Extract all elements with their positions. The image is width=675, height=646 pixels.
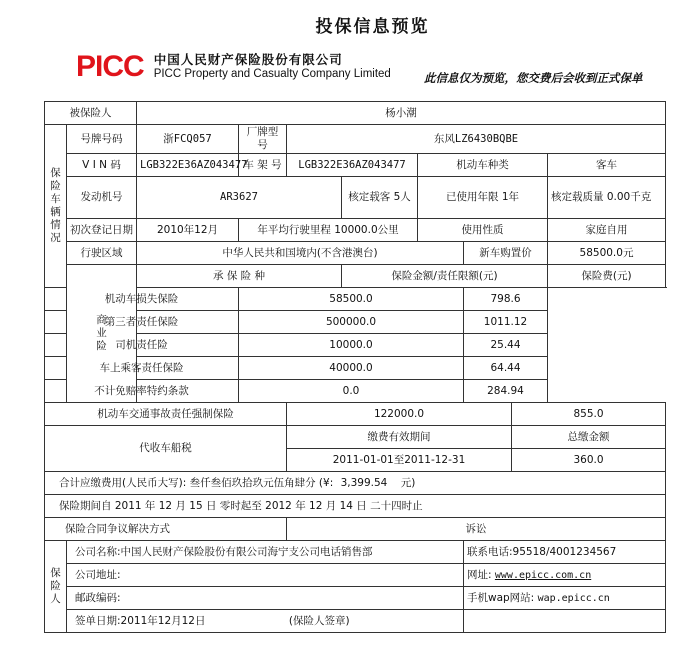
total-unit: 元) [400,476,416,489]
total-row [45,472,666,495]
years-label: 已使用年限 [445,191,499,203]
preview-notice: 此信息仅为预览，您交费后会收到正式保单 [424,71,643,85]
plate-label: 号牌号码 [67,125,137,154]
coverage-col-premium: 保险费(元) [548,265,666,288]
vehicle-row-5 [45,242,666,265]
coverage-row [45,311,666,334]
policy-form-table [44,101,666,633]
phone-label: 联系电话: [467,545,513,558]
commercial-section-label: 商 业 险 [67,265,137,403]
insurer-section-label: 保 险 人 [45,541,67,633]
total-amount: 3,399.54 [340,476,388,489]
vin-label: V I N 码 [67,154,137,177]
compulsory-row [45,403,666,426]
reg-date-value: 2010年12月 [137,219,239,242]
compulsory-name: 机动车交通事故责任强制保险 [45,403,287,426]
model-label: 厂牌型号 [239,125,287,154]
coverage-amount: 40000.0 [239,357,464,380]
total-amount-text: 叁仟叁佰玖拾玖元伍角肆分 [189,476,316,489]
insurer-row-1 [45,541,666,564]
coverage-row [45,380,666,403]
vehicle-type-label: 机动车种类 [418,154,548,177]
coverage-name: 不计免赔率特约条款 [45,380,239,403]
usage-label: 使用性质 [418,219,548,242]
coverage-premium: 798.6 [464,288,548,311]
total-symbol: (¥: [318,476,334,489]
tax-header-row [45,426,666,449]
tax-total-value: 360.0 [512,449,666,472]
company-label: 公司名称: [75,545,121,558]
website-link[interactable]: www.epicc.com.cn [494,569,592,581]
vehicle-section-label: 保 险 车 辆 情 况 [45,125,67,288]
coverage-premium: 284.94 [464,380,548,403]
dispute-value: 诉讼 [287,518,666,541]
frame-value: LGB322E36AZ043477 [287,154,418,177]
mileage-value: 10000.0公里 [334,223,399,236]
insurer-row-4 [45,610,666,633]
tax-period-label: 缴费有效期间 [287,426,512,449]
coverage-premium: 1011.12 [464,311,548,334]
coverage-name: 司机责任险 [45,334,239,357]
coverage-amount: 500000.0 [239,311,464,334]
vehicle-row-2 [45,154,666,177]
area-value: 中华人民共和国境内(不含港澳台) [137,242,464,265]
insured-row [45,102,666,125]
seats-label: 核定载客 [348,191,391,203]
page-title: 投保信息预览 [315,17,430,37]
coverage-premium: 64.44 [464,357,548,380]
vehicle-row-1 [45,125,666,154]
insurer-row-2 [45,564,666,587]
coverage-col-item: 承 保 险 种 [137,265,342,288]
picc-logo [76,52,391,82]
insured-value: 杨小潮 [137,102,666,125]
mass-label: 核定载质量 [551,191,604,203]
tax-period-value: 2011-01-01至2011-12-31 [287,449,512,472]
wap-label: 手机wap网站: [467,591,535,604]
coverage-row [45,288,666,311]
mileage-label: 年平均行驶里程 [257,223,331,236]
picc-logo-mark: PICC [76,50,144,83]
insurer-row-3 [45,587,666,610]
coverage-row [45,357,666,380]
coverage-name: 车上乘客责任保险 [45,357,239,380]
plate-value: 浙FCQ057 [137,125,239,154]
company-name-en: PICC Property and Casualty Company Limited [153,68,391,80]
company-name-cn: 中国人民财产保险股份有限公司 [153,52,343,67]
tax-label: 代收车船税 [45,426,287,472]
insured-label: 被保险人 [45,102,137,125]
coverage-name: 机动车损失保险 [45,288,239,311]
coverage-amount: 58500.0 [239,288,464,311]
compulsory-premium: 855.0 [512,403,666,426]
area-label: 行驶区域 [67,242,137,265]
insurance-period: 保险期间自 2011 年 12 月 15 日 零时起至 2012 年 12 月 14 日 二十四时止 [45,495,666,518]
price-value: 58500.0元 [548,242,666,265]
compulsory-amount: 122000.0 [287,403,512,426]
frame-label: 车 架 号 [239,154,287,177]
years-value: 1年 [501,191,520,203]
coverage-amount: 10000.0 [239,334,464,357]
address-label: 公司地址: [67,564,464,587]
price-label: 新车购置价 [464,242,548,265]
coverage-row [45,334,666,357]
vehicle-row-3 [45,177,666,219]
postcode-label: 邮政编码: [67,587,464,610]
sign-date-value: 2011年12月12日 [120,614,206,627]
engine-label: 发动机号 [67,177,137,219]
tax-total-label: 总缴金额 [512,426,666,449]
period-row [45,495,666,518]
coverage-col-amount: 保险金额/责任限额(元) [342,265,548,288]
sign-date-label: 签单日期: [75,614,121,627]
dispute-label: 保险合同争议解决方式 [45,518,287,541]
vehicle-type-value: 客车 [548,154,666,177]
insurer-seal: (保险人签章) [288,614,350,627]
reg-date-label: 初次登记日期 [67,219,137,242]
engine-value: AR3627 [137,177,342,219]
model-value: 东风LZ6430BQBE [287,125,666,154]
coverage-amount: 0.0 [239,380,464,403]
dispute-row [45,518,666,541]
seats-value: 5人 [393,191,411,203]
vehicle-row-4 [45,219,666,242]
coverage-name: 第三者责任保险 [45,311,239,334]
mass-value: 0.00千克 [606,191,652,203]
vin-value: LGB322E36AZ043477 [137,154,239,177]
web-label: 网址: [467,568,492,581]
usage-value: 家庭自用 [548,219,666,242]
coverage-premium: 25.44 [464,334,548,357]
total-label: 合计应缴费用(人民币大写): [59,476,187,489]
wap-link[interactable]: wap.epicc.cn [537,592,610,604]
phone-value: 95518/4001234567 [512,545,617,558]
company-value: 中国人民财产保险股份有限公司海宁支公司电话销售部 [120,545,373,558]
coverage-header-row [45,265,666,288]
